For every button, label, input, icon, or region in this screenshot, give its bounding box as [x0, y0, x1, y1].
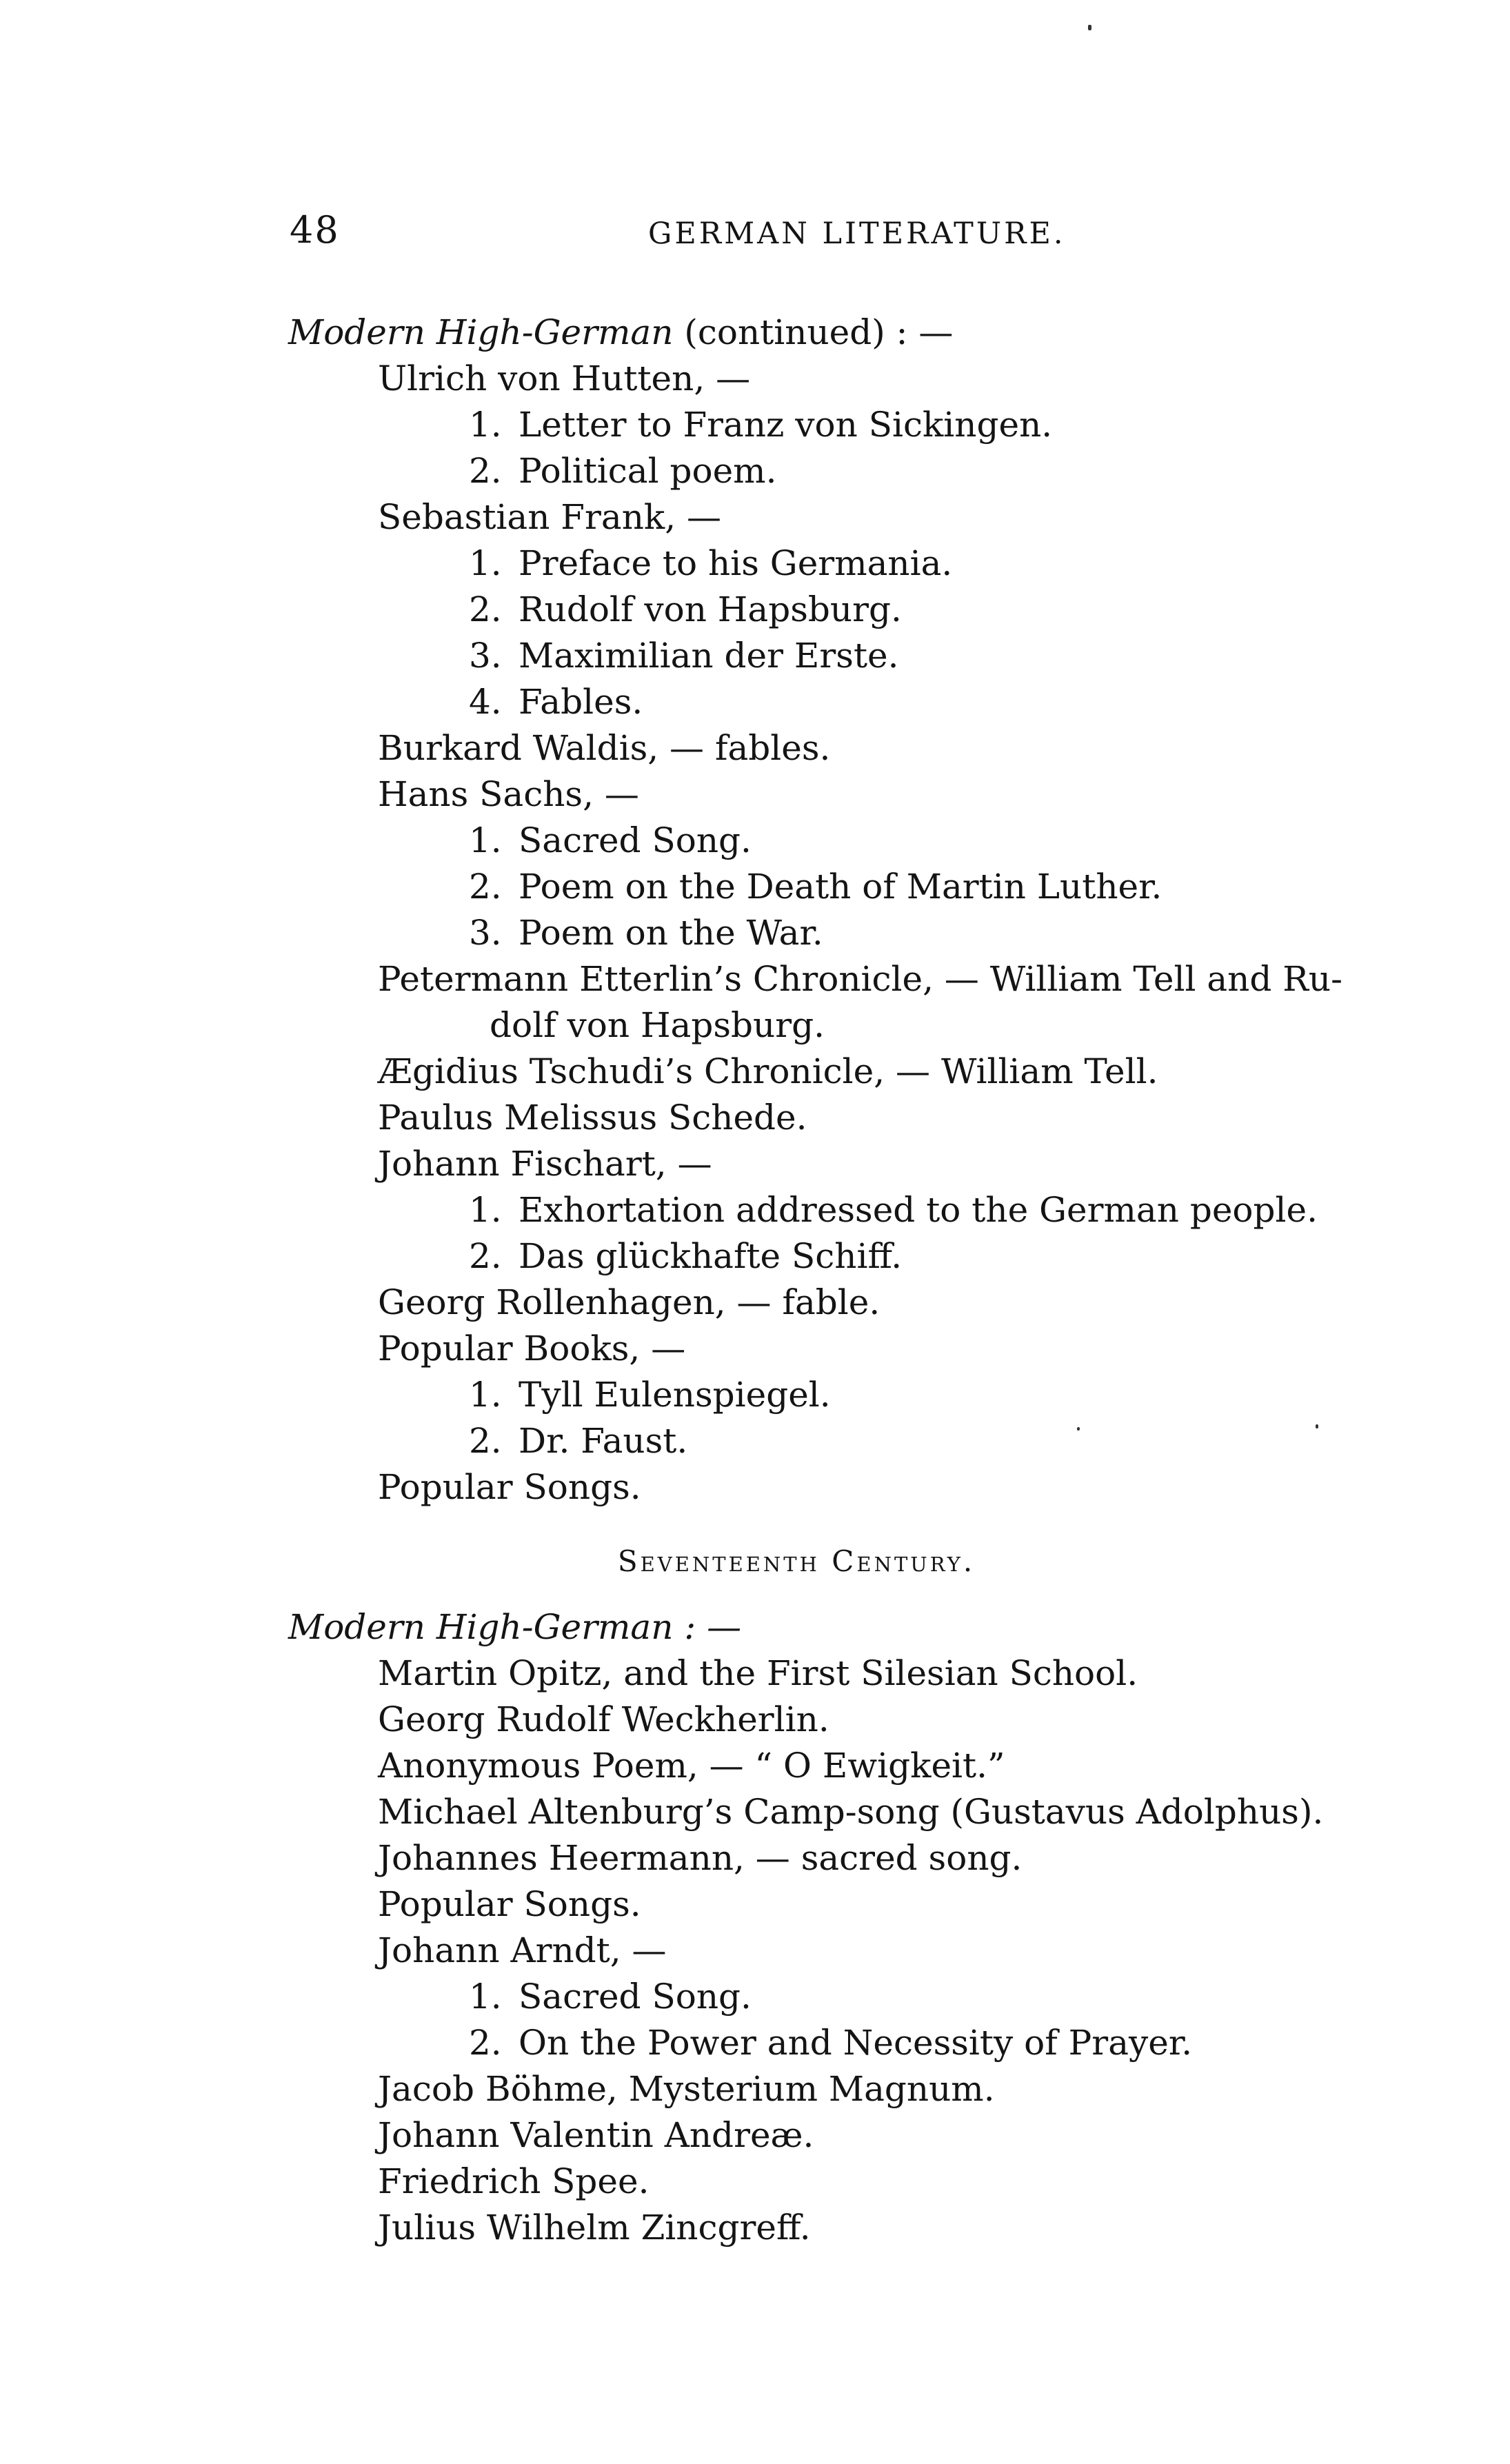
- item-title: Dr. Faust.: [519, 1421, 688, 1461]
- author-entry: Burkard Waldis, — fables.: [378, 728, 831, 768]
- author-entry: Friedrich Spee.: [378, 2161, 650, 2201]
- item-number: 2.: [469, 1236, 502, 1276]
- item-title: Preface to his Germania.: [519, 543, 953, 583]
- author-entry: Johann Valentin Andreæ.: [378, 2115, 814, 2155]
- page-header: [283, 208, 1083, 270]
- item-number: 3.: [469, 636, 502, 676]
- page-number: 48: [290, 208, 340, 252]
- item-title: Sacred Song.: [519, 820, 752, 860]
- ink-speck: [1088, 25, 1091, 30]
- item-title: Poem on the Death of Martin Luther.: [519, 867, 1162, 907]
- running-title: GERMAN LITERATURE.: [648, 216, 1066, 251]
- item-number: 2.: [469, 2023, 502, 2063]
- category-label: Modern High-German : —: [288, 1607, 742, 1647]
- item-title: Political poem.: [519, 451, 777, 491]
- work-item: [469, 680, 643, 724]
- item-number: 2.: [469, 867, 502, 907]
- item-title: Tyll Eulenspiegel.: [519, 1375, 831, 1415]
- item-number: 1.: [469, 1190, 502, 1230]
- work-item: [469, 2021, 1192, 2065]
- item-title: On the Power and Necessity of Prayer.: [519, 2023, 1193, 2063]
- category-heading: [288, 1605, 741, 1649]
- work-item: [469, 634, 899, 678]
- author-entry: Popular Songs.: [378, 1467, 641, 1507]
- item-title: Sacred Song.: [519, 1977, 752, 2017]
- item-title: Letter to Franz von Sickingen.: [519, 405, 1053, 445]
- work-item: [469, 1373, 831, 1417]
- item-number: 1.: [469, 1375, 502, 1415]
- work-item: [469, 911, 823, 955]
- author-entry-continued: dolf von Hapsburg.: [490, 1005, 825, 1045]
- work-item: [469, 449, 777, 493]
- item-title: Poem on the War.: [519, 913, 823, 953]
- item-number: 2.: [469, 1421, 502, 1461]
- author-entry: Martin Opitz, and the First Silesian School.: [378, 1653, 1138, 1693]
- category-suffix: (continued) : —: [673, 312, 954, 352]
- item-number: 1.: [469, 820, 502, 860]
- item-number: 1.: [469, 1977, 502, 2017]
- item-number: 3.: [469, 913, 502, 953]
- item-title: Exhortation addressed to the German people.: [519, 1190, 1318, 1230]
- category-label: Modern High-German: [288, 312, 674, 352]
- author-entry: Ægidius Tschudi’s Chronicle, — William Tell.: [378, 1051, 1158, 1091]
- author-entry: Paulus Melissus Schede.: [378, 1098, 807, 1138]
- author-entry: Ulrich von Hutten, —: [378, 359, 751, 398]
- author-entry: Sebastian Frank, —: [378, 497, 721, 537]
- work-item: [469, 403, 1052, 447]
- ink-speck: [1077, 1427, 1080, 1431]
- author-entry: Johannes Heermann, — sacred song.: [378, 1838, 1023, 1878]
- work-item: [469, 541, 952, 585]
- author-entry: Popular Songs.: [378, 1884, 641, 1924]
- author-entry: Johann Fischart, —: [378, 1144, 712, 1184]
- work-item: [469, 865, 1162, 909]
- author-entry: Anonymous Poem, — “ O Ewigkeit.”: [378, 1746, 1005, 1786]
- author-entry: Petermann Etterlin’s Chronicle, — William Tell and Ru-: [378, 959, 1342, 999]
- author-entry: Georg Rudolf Weckherlin.: [378, 1699, 829, 1739]
- author-entry: Julius Wilhelm Zincgreff.: [378, 2208, 811, 2248]
- item-title: Das glückhafte Schiff.: [519, 1236, 903, 1276]
- work-item: [469, 1234, 902, 1278]
- item-title: Maximilian der Erste.: [519, 636, 899, 676]
- item-number: 2.: [469, 451, 502, 491]
- item-number: 4.: [469, 682, 502, 722]
- work-item: [469, 818, 752, 862]
- work-item: [469, 587, 902, 632]
- item-title: Fables.: [519, 682, 643, 722]
- author-entry: Jacob Böhme, Mysterium Magnum.: [378, 2069, 995, 2109]
- author-entry: Hans Sachs, —: [378, 774, 639, 814]
- section-title: Seventeenth Century.: [617, 1544, 976, 1578]
- author-entry: Popular Books, —: [378, 1329, 686, 1369]
- item-number: 1.: [469, 543, 502, 583]
- author-entry: Georg Rollenhagen, — fable.: [378, 1282, 880, 1322]
- ink-speck: [1316, 1424, 1318, 1428]
- work-item: [469, 1975, 752, 2019]
- category-heading: [288, 310, 953, 354]
- work-item: [469, 1419, 687, 1463]
- item-number: 1.: [469, 405, 502, 445]
- author-entry: Michael Altenburg’s Camp-song (Gustavus Adolphus).: [378, 1792, 1324, 1832]
- work-item: [469, 1188, 1318, 1232]
- item-title: Rudolf von Hapsburg.: [519, 589, 902, 629]
- item-number: 2.: [469, 589, 502, 629]
- author-entry: Johann Arndt, —: [378, 1930, 667, 1970]
